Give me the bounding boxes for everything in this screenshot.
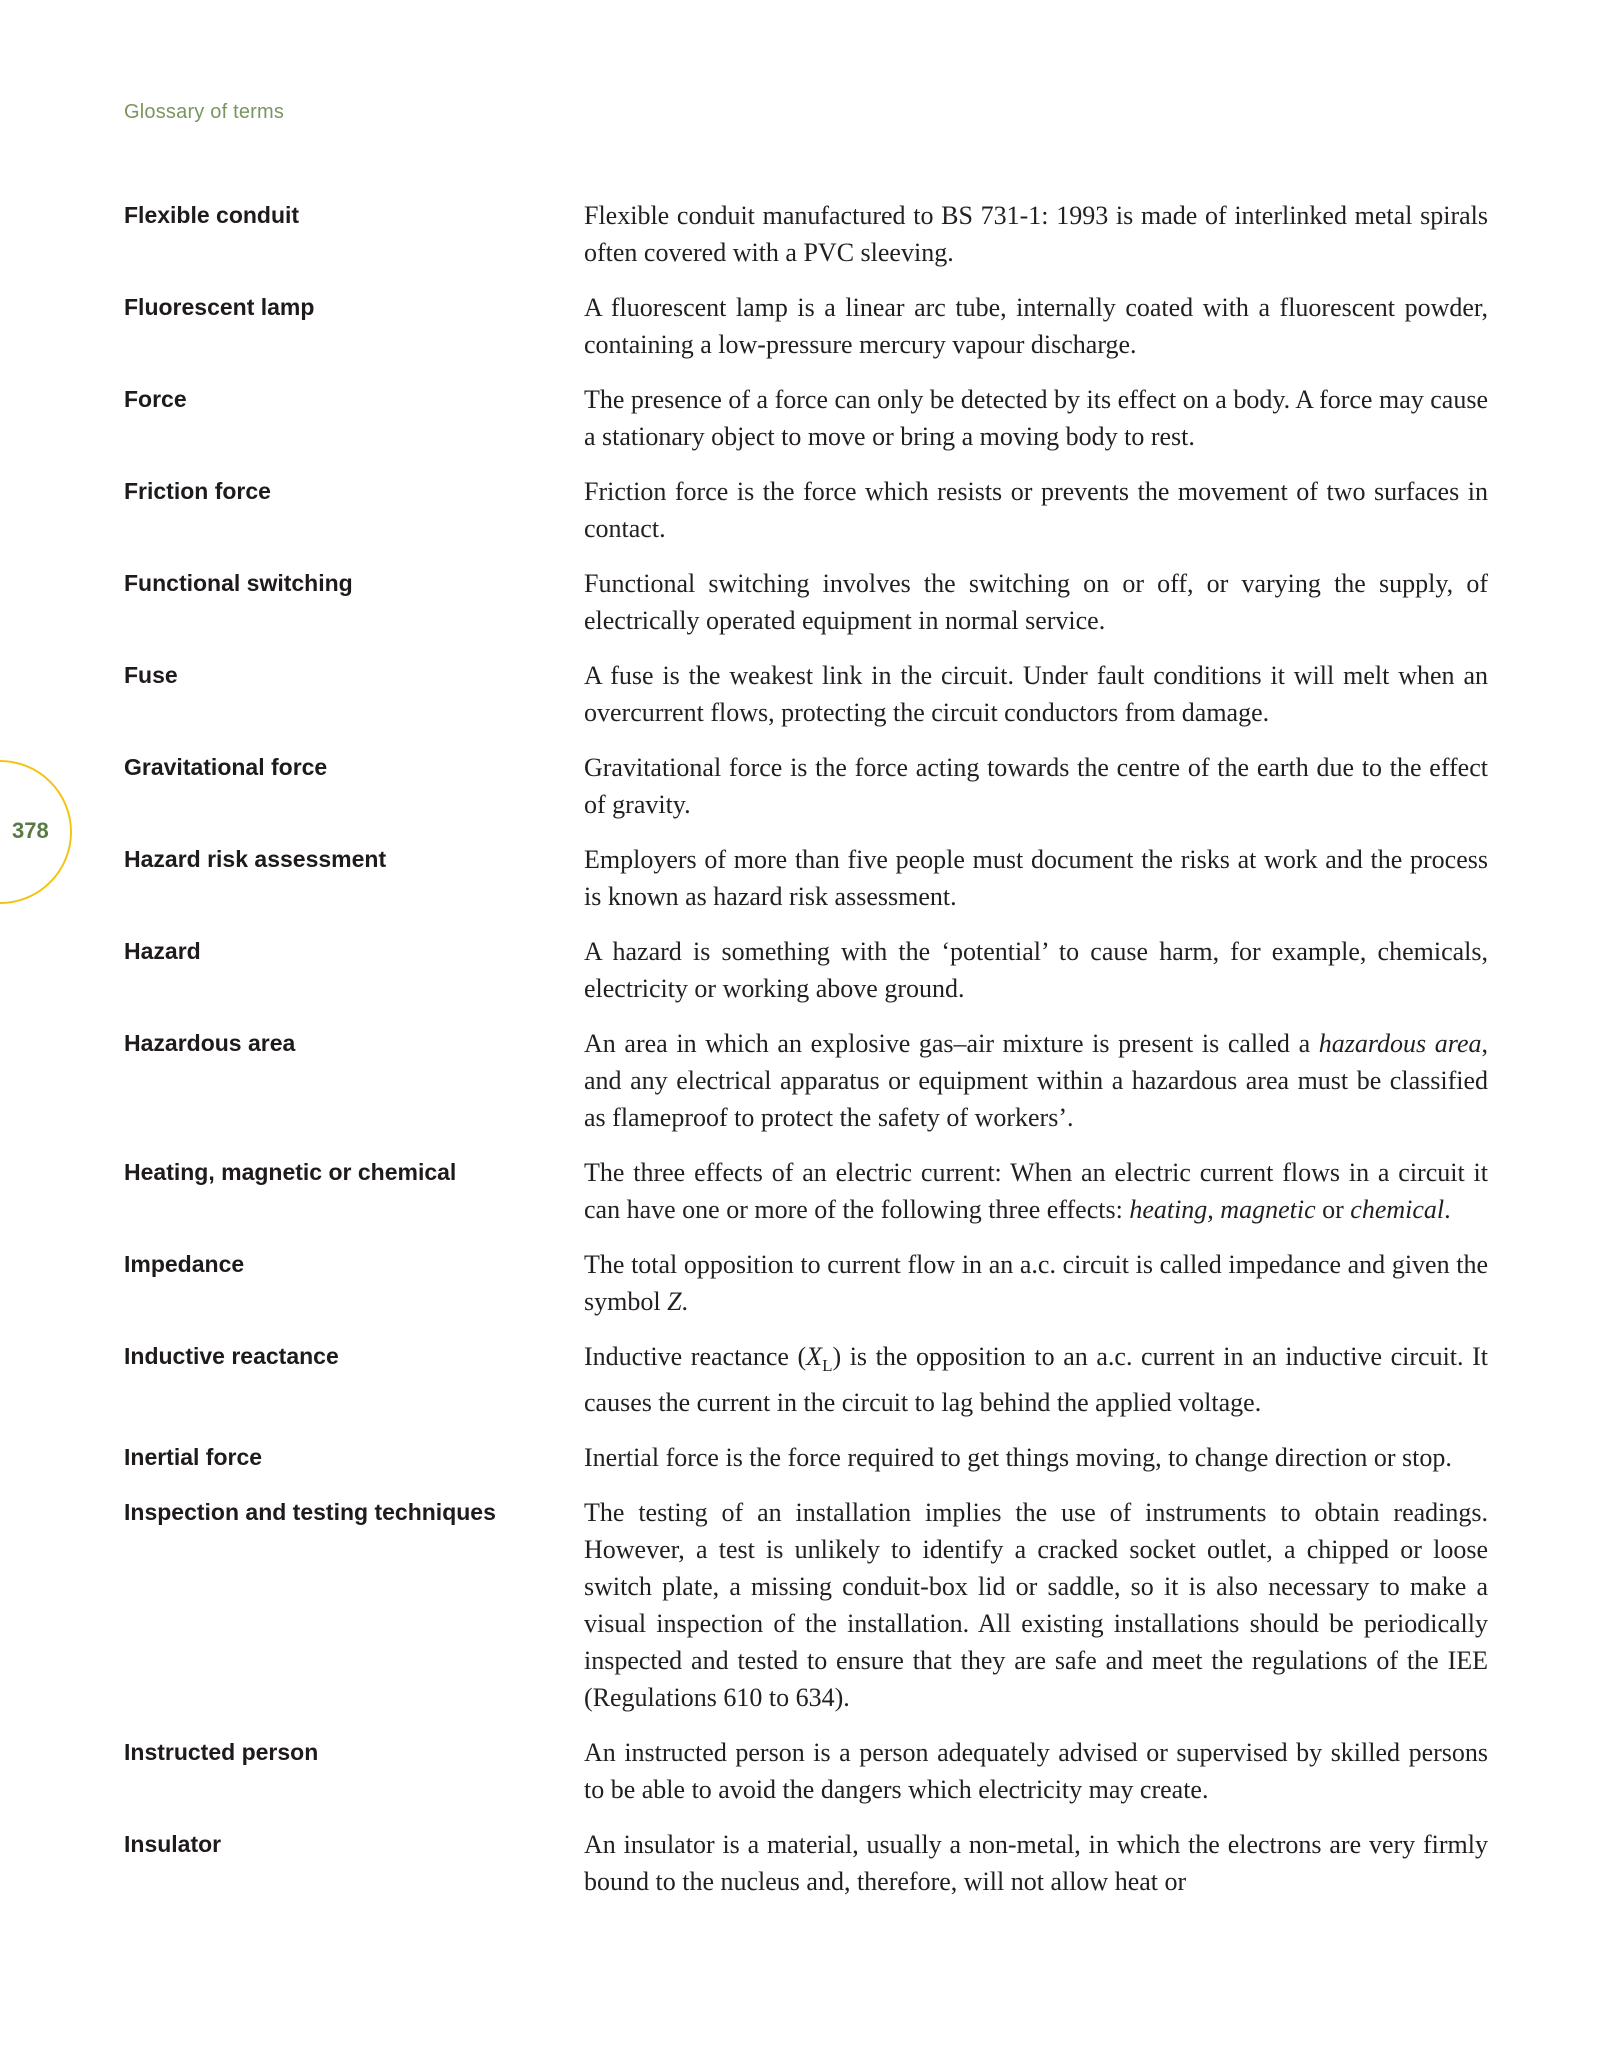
definition-text: Flexible conduit manufactured to BS 731-1: 1993 is made of interlinked metal spirals often covered with a PVC sleeving. [584,201,1488,267]
glossary-definition [584,1439,1488,1476]
italic-text: chemical [1350,1195,1445,1224]
glossary-term: Hazard [124,938,201,964]
italic-text: X [806,1342,823,1371]
glossary-definition [584,1494,1488,1716]
glossary-entry [124,749,1488,823]
definition-text: An instructed person is a person adequately advised or supervised by skilled persons to be able to avoid the dangers which electricity may create. [584,1738,1488,1805]
glossary-entry [124,841,1488,915]
definition-text: An insulator is a material, usually a non-metal, in which the electrons are very firmly bound to the nucleus and, therefore, will not allow heat or [584,1830,1488,1897]
glossary-term: Functional switching [124,570,353,596]
definition-text: The three effects of an electric current: When an electric current flows in a circuit it can have one or more of the following three effects: [584,1158,1488,1224]
glossary-entry [124,1734,1488,1808]
glossary-term: Hazard risk assessment [124,846,387,872]
glossary-definition [584,473,1488,547]
glossary-term: Insulator [124,1831,222,1858]
glossary-entry [124,933,1488,1007]
glossary-term: Inspection and testing techniques [124,1499,496,1526]
page-number: 378 [12,818,49,843]
glossary-entry [124,473,1488,547]
glossary-entry [124,1439,1488,1476]
definition-text: Employers of more than five people must document the risks at work and the process is known as hazard risk assessment. [584,845,1488,911]
definition-text: An area in which an explosive gas–air mixture is present is called a [584,1029,1319,1058]
glossary-term: Fluorescent lamp [124,294,315,320]
glossary-definition [584,841,1488,915]
definition-text: Friction force is the force which resists or prevents the movement of two surfaces in contact. [584,477,1488,543]
subscript-text: L [822,1356,833,1376]
glossary-entry [124,1025,1488,1136]
definition-text: Gravitational force is the force acting towards the centre of the earth due to the effect of gravity. [584,753,1488,819]
glossary-term: Heating, magnetic or chemical [124,1159,457,1185]
definition-text: Functional switching involves the switching on or off, or varying the supply, of electrically operated equipment in normal service. [584,569,1488,635]
glossary-term: Hazardous area [124,1030,296,1056]
glossary-term: Inductive reactance [124,1343,339,1369]
glossary-term: Flexible conduit [124,202,300,228]
glossary-term: Force [124,386,187,412]
definition-text: . [681,1287,689,1316]
glossary-definition [584,197,1488,271]
glossary-term: Gravitational force [124,754,328,780]
glossary-entry [124,1826,1488,1900]
glossary-entry [124,197,1488,271]
glossary-definition [584,1338,1488,1421]
glossary-definition [584,565,1488,639]
glossary-definition [584,1826,1488,1900]
glossary-definition [584,1734,1488,1808]
glossary-term: Instructed person [124,1739,319,1766]
glossary-entry [124,565,1488,639]
definition-text: Inertial force is the force required to get things moving, to change direction or stop. [584,1443,1452,1473]
italic-text: Z [667,1287,682,1316]
definition-text: or [1315,1195,1351,1224]
glossary-definition [584,1025,1488,1136]
definition-text: The total opposition to current flow in an a.c. circuit is called impedance and given the symbol [584,1250,1488,1316]
glossary-entry [124,657,1488,731]
glossary-entry [124,1494,1488,1716]
definition-text: A fuse is the weakest link in the circuit. Under fault conditions it will melt when an overcurrent flows, protecting the circuit conductors from damage. [584,661,1488,727]
definition-text: Inductive reactance ( [584,1342,807,1371]
glossary-definition [584,749,1488,823]
glossary-term: Impedance [124,1251,245,1277]
definition-text: , and any electrical apparatus or equipment within a hazardous area must be classified as flameproof to protect the safety of workers’. [584,1029,1488,1132]
glossary-list [124,197,1488,1918]
glossary-entry [124,1246,1488,1320]
glossary-definition [584,657,1488,731]
glossary-entry [124,1338,1488,1421]
definition-text: A fluorescent lamp is a linear arc tube, internally coated with a fluorescent powder, containing a low-pressure mercury vapour discharge. [584,293,1488,359]
glossary-term: Friction force [124,478,271,504]
glossary-definition [584,1154,1488,1228]
italic-text: hazardous area [1318,1029,1482,1058]
glossary-definition [584,933,1488,1007]
glossary-definition [584,289,1488,363]
italic-text: heating, magnetic [1129,1195,1316,1224]
definition-text: ) is the opposition to an a.c. current in an inductive circuit. It causes the current in the circuit to lag behind the applied voltage. [584,1342,1488,1418]
glossary-entry [124,1154,1488,1228]
definition-text: A hazard is something with the ‘potential’ to cause harm, for example, chemicals, electricity or working above ground. [584,937,1488,1003]
definition-text: The testing of an installation implies the use of instruments to obtain readings. However, a test is unlikely to identify a cracked socket outlet, a chipped or loose switch plate, a missing conduit-box lid or saddle, so it is also necessary to make a visual inspection of the installation. All existing installations should be periodically inspected and tested to ensure that they are safe and meet the regulations of the IEE (Regulations 610 to 634). [584,1498,1488,1713]
glossary-term: Inertial force [124,1444,263,1471]
glossary-definition [584,381,1488,455]
definition-text: The presence of a force can only be detected by its effect on a body. A force may cause a stationary object to move or bring a moving body to rest. [584,385,1488,451]
glossary-entry [124,289,1488,363]
glossary-term: Fuse [124,662,178,688]
glossary-definition [584,1246,1488,1320]
glossary-entry [124,381,1488,455]
definition-text: . [1444,1195,1451,1224]
running-head: Glossary of terms [124,101,285,123]
